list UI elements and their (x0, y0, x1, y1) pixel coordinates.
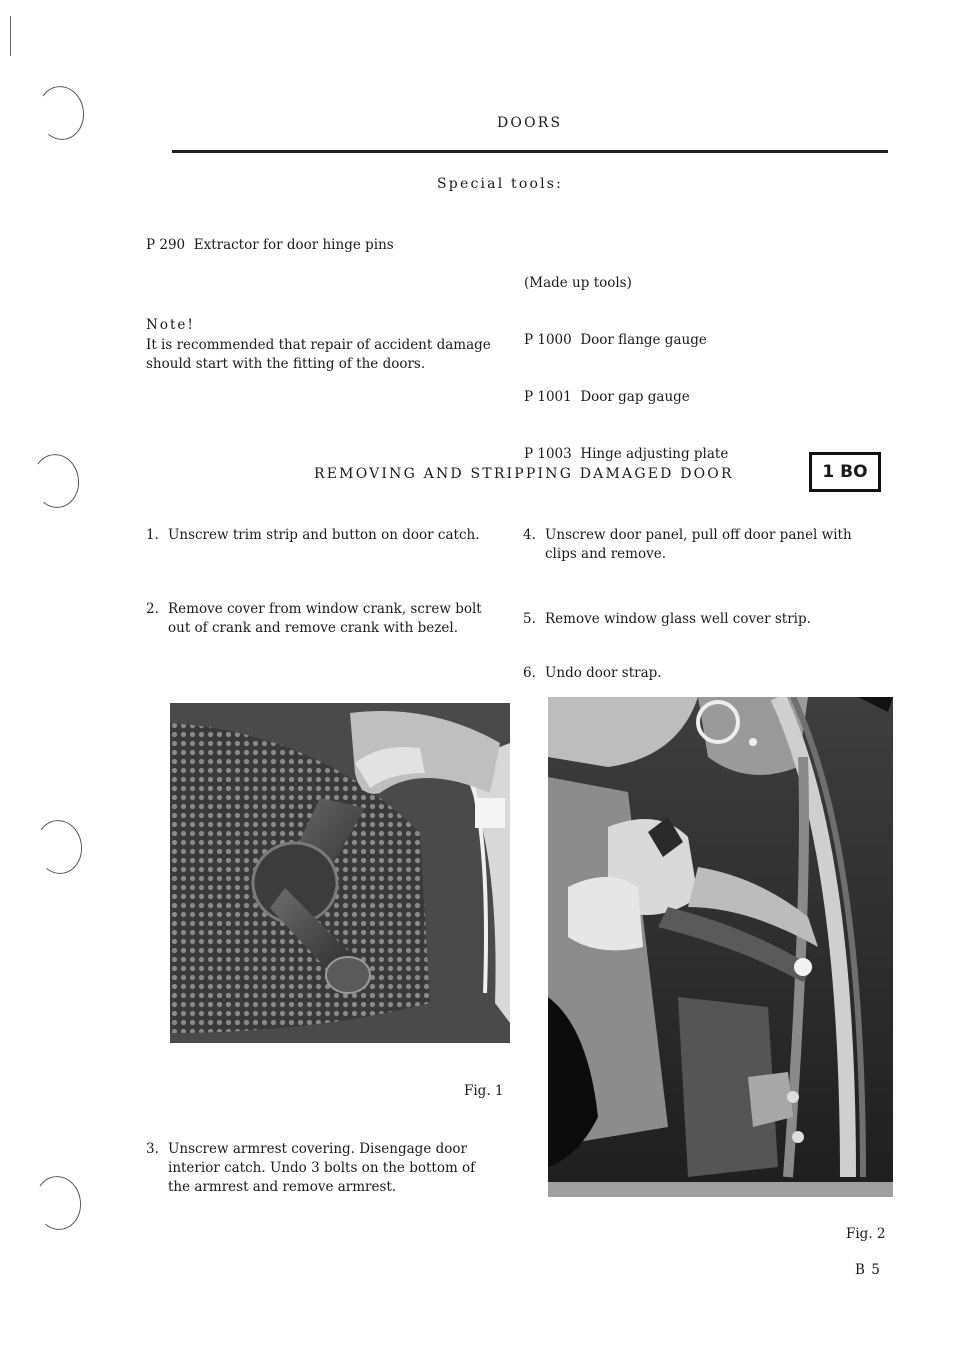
header-rule (172, 150, 888, 153)
tool-item: P 290 Extractor for door hinge pins (146, 237, 394, 253)
punch-hole (31, 1173, 84, 1233)
punch-hole (32, 817, 85, 877)
figure-1-photo (170, 703, 510, 1043)
step-text: Unscrew door panel, pull off door panel with (545, 527, 852, 543)
step-number: 2. (146, 601, 159, 617)
step-text: Remove window glass well cover strip. (545, 611, 811, 627)
margin-line (10, 16, 11, 56)
door-strap-illustration (548, 697, 893, 1197)
step-item (523, 664, 662, 683)
page-title: DOORS (497, 115, 563, 131)
step-item (146, 526, 480, 545)
step-item (146, 600, 482, 638)
step-text: Undo door strap. (545, 665, 662, 681)
step-text: the armrest and remove armrest. (168, 1179, 397, 1195)
step-item (523, 526, 852, 564)
note-line: should start with the fitting of the doors. (146, 356, 426, 372)
section-code: 1 BO (822, 462, 868, 482)
window-crank-illustration (170, 703, 510, 1043)
step-text: Unscrew armrest covering. Disengage door (168, 1141, 467, 1157)
step-item (523, 610, 811, 629)
step-text: clips and remove. (545, 546, 667, 562)
tool-item: P 1000 Door flange gauge (524, 332, 707, 348)
step-number: 1. (146, 527, 159, 543)
note-heading: Note! (146, 317, 195, 333)
section-code-box (809, 452, 881, 492)
section-title: REMOVING AND STRIPPING DAMAGED DOOR (314, 466, 734, 482)
step-text: interior catch. Undo 3 bolts on the bottom of (168, 1160, 476, 1176)
step-number: 3. (146, 1141, 159, 1157)
step-number: 4. (523, 527, 536, 543)
step-text: Unscrew trim strip and button on door catch. (168, 527, 480, 543)
tool-list (524, 236, 728, 483)
punch-hole (34, 83, 87, 143)
figure-2-photo (548, 697, 893, 1197)
figure-2-caption: Fig. 2 (846, 1226, 886, 1242)
tool-item: (Made up tools) (524, 275, 632, 291)
punch-hole (29, 451, 82, 511)
note-block (146, 316, 491, 374)
step-text: Remove cover from window crank, screw bolt (168, 601, 482, 617)
step-number: 5. (523, 611, 536, 627)
note-line: It is recommended that repair of accident damage (146, 337, 491, 353)
figure-1-caption: Fig. 1 (464, 1083, 504, 1099)
step-number: 6. (523, 665, 536, 681)
step-text: out of crank and remove crank with bezel. (168, 620, 458, 636)
step-item (146, 1140, 475, 1197)
page-number: B 5 (855, 1262, 881, 1278)
special-tools-heading: Special tools: (437, 176, 564, 192)
tool-item: P 1003 Hinge adjusting plate (524, 446, 729, 462)
tool-item: P 1001 Door gap gauge (524, 389, 690, 405)
